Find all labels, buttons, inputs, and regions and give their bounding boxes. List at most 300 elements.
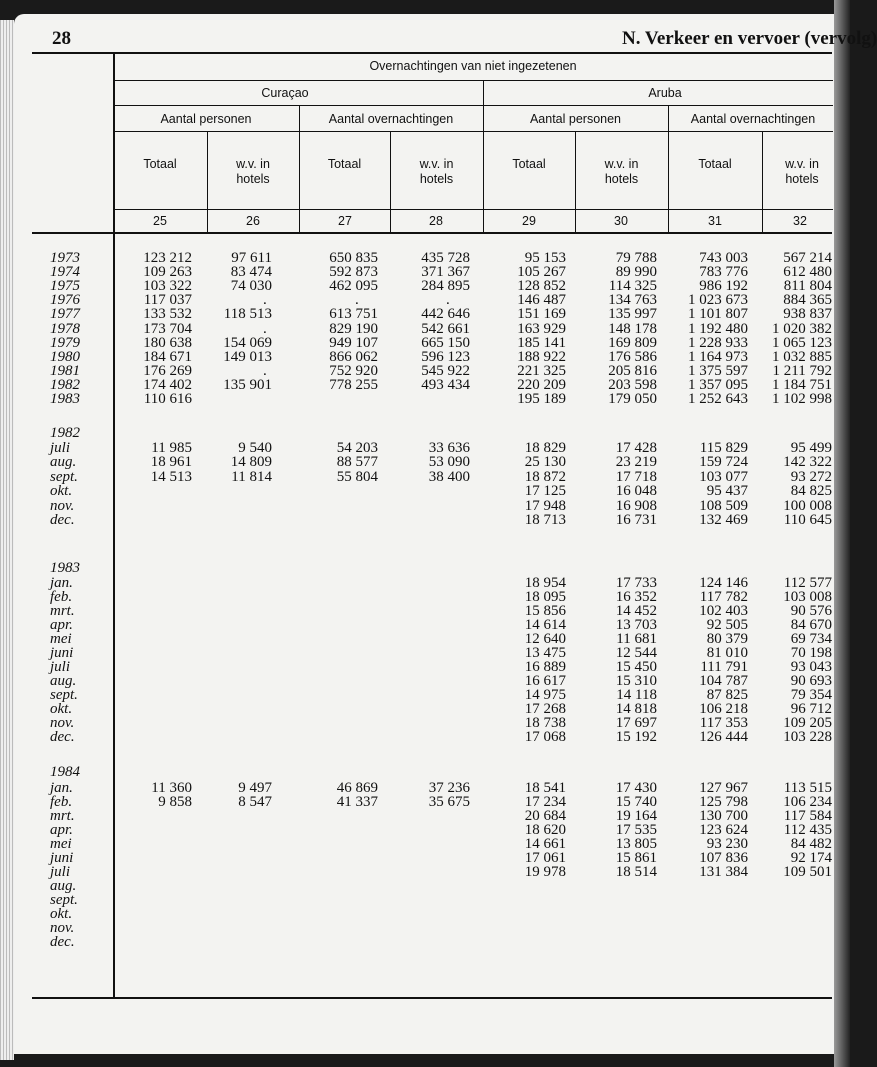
header-rule <box>113 80 833 81</box>
cell-value: 1 102 998 <box>772 391 832 407</box>
header-aantal-overnachtingen: Aantal overnachtingen <box>690 112 816 126</box>
cell-value: 18 954 <box>524 575 566 591</box>
table-top-rule <box>32 52 832 54</box>
cell-value: 113 515 <box>783 780 832 796</box>
cell-value: . <box>263 320 267 337</box>
cell-value: 130 700 <box>699 808 748 824</box>
column-number: 31 <box>708 214 722 228</box>
cell-value: 102 403 <box>699 603 748 619</box>
table-row <box>0 251 850 265</box>
period-heading: 1982 <box>50 425 80 441</box>
cell-value: 118 513 <box>223 306 272 323</box>
cell-value: 142 322 <box>783 454 832 471</box>
cell-value: 11 681 <box>616 631 657 647</box>
row-label: juni <box>50 850 74 866</box>
row-label: 1977 <box>50 306 80 323</box>
cell-value: 18 095 <box>524 589 566 605</box>
cell-value: 9 540 <box>238 440 272 456</box>
section-heading-row <box>0 426 850 440</box>
period-heading: 1984 <box>50 764 80 780</box>
cell-value: 16 617 <box>524 673 566 689</box>
header-aantal-overnachtingen: Aantal overnachtingen <box>328 112 454 126</box>
row-label: nov. <box>50 715 75 731</box>
cell-value: 104 787 <box>699 673 748 689</box>
cell-value: 107 836 <box>699 850 748 866</box>
row-label: mei <box>50 631 72 647</box>
cell-value: 88 577 <box>336 454 378 471</box>
cell-value: 95 153 <box>524 250 566 266</box>
cell-value: 1 020 382 <box>772 320 832 337</box>
cell-value: 123 624 <box>699 822 748 838</box>
cell-value: 743 003 <box>699 250 748 266</box>
column-number: 30 <box>614 214 628 228</box>
row-label: jan. <box>50 575 73 591</box>
cell-value: 462 095 <box>329 278 378 295</box>
row-label: okt. <box>50 701 73 717</box>
cell-value: 84 670 <box>790 617 832 633</box>
table-row <box>0 809 850 823</box>
row-label: 1978 <box>50 320 80 337</box>
row-label: 1982 <box>50 376 80 393</box>
cell-value: 17 125 <box>524 483 566 500</box>
cell-value: 95 499 <box>790 440 832 456</box>
cell-value: 17 535 <box>615 822 657 838</box>
row-label: juli <box>50 864 71 880</box>
cell-value: 110 645 <box>783 512 832 528</box>
cell-value: 1 184 751 <box>772 376 832 393</box>
cell-value: 69 734 <box>790 631 832 647</box>
cell-value: 176 269 <box>143 362 192 379</box>
row-label: 1979 <box>50 334 80 351</box>
cell-value: 112 577 <box>783 575 832 591</box>
cell-value: 1 023 673 <box>688 292 748 309</box>
table-row <box>0 590 850 604</box>
cell-value: 17 718 <box>615 468 657 485</box>
table-row <box>0 879 850 893</box>
cell-value: 19 164 <box>615 808 657 824</box>
row-label: nov. <box>50 497 75 514</box>
table-row <box>0 716 850 730</box>
row-label: aug. <box>50 673 77 689</box>
cell-value: 1 164 973 <box>688 348 748 365</box>
header-totaal: Totaal <box>327 157 362 171</box>
cell-value: 14 818 <box>615 701 657 717</box>
cell-value: 613 751 <box>329 306 378 323</box>
cell-value: 115 829 <box>699 440 748 456</box>
cell-value: 986 192 <box>699 278 748 295</box>
row-label: okt. <box>50 483 73 500</box>
table-row <box>0 350 850 364</box>
table-row <box>0 499 850 513</box>
row-label: feb. <box>50 794 73 810</box>
cell-value: 135 901 <box>223 376 272 393</box>
cell-value: 14 809 <box>230 454 272 471</box>
row-label: sept. <box>50 687 78 703</box>
cell-value: 110 616 <box>143 391 192 407</box>
cell-value: 79 354 <box>790 687 832 703</box>
cell-value: 442 646 <box>421 306 470 323</box>
cell-value: 11 360 <box>151 780 192 796</box>
cell-value: . <box>446 292 450 309</box>
cell-value: 1 065 123 <box>772 334 832 351</box>
row-label: 1976 <box>50 292 80 309</box>
cell-value: 92 174 <box>790 850 832 866</box>
cell-value: 188 922 <box>517 348 566 365</box>
cell-value: 811 804 <box>783 278 832 295</box>
cell-value: 90 693 <box>790 673 832 689</box>
cell-value: 117 037 <box>143 292 192 309</box>
cell-value: 14 661 <box>524 836 566 852</box>
row-label: juni <box>50 645 74 661</box>
cell-value: 149 013 <box>223 348 272 365</box>
row-label: sept. <box>50 892 78 908</box>
cell-value: 84 482 <box>790 836 832 852</box>
row-label: dec. <box>50 934 75 950</box>
cell-value: 195 189 <box>517 391 566 407</box>
cell-value: 79 788 <box>615 250 657 266</box>
cell-value: 87 825 <box>706 687 748 703</box>
table-row <box>0 293 850 307</box>
cell-value: 13 703 <box>615 617 657 633</box>
cell-value: 650 835 <box>329 250 378 266</box>
row-label: mrt. <box>50 603 75 619</box>
table-row <box>0 618 850 632</box>
table-row <box>0 576 850 590</box>
cell-value: 74 030 <box>230 278 272 295</box>
row-label: 1983 <box>50 391 80 407</box>
cell-value: 13 805 <box>615 836 657 852</box>
header-wv-in-hotels: w.v. in hotels <box>785 157 819 186</box>
cell-value: 163 929 <box>517 320 566 337</box>
page-number: 28 <box>52 28 71 49</box>
section-heading-row <box>0 765 850 779</box>
cell-value: 17 430 <box>615 780 657 796</box>
header-main: Overnachtingen van niet ingezetenen <box>369 59 577 73</box>
table-row <box>0 823 850 837</box>
table-row <box>0 378 850 392</box>
cell-value: 14 975 <box>524 687 566 703</box>
cell-value: 221 325 <box>517 362 566 379</box>
cell-value: 18 713 <box>524 512 566 528</box>
table-row <box>0 322 850 336</box>
table-row <box>0 921 850 935</box>
table-row <box>0 893 850 907</box>
column-divider <box>483 80 484 232</box>
cell-value: 1 192 480 <box>688 320 748 337</box>
cell-value: 612 480 <box>783 264 832 281</box>
cell-value: 106 234 <box>783 794 832 810</box>
cell-value: 95 437 <box>706 483 748 500</box>
header-wv-in-hotels: w.v. in hotels <box>419 157 454 186</box>
cell-value: 17 948 <box>524 497 566 514</box>
cell-value: 103 322 <box>143 278 192 295</box>
cell-value: 14 513 <box>150 468 192 485</box>
row-label: feb. <box>50 589 73 605</box>
row-label: apr. <box>50 822 73 838</box>
row-label: sept. <box>50 468 78 485</box>
cell-value: 752 920 <box>329 362 378 379</box>
cell-value: 783 776 <box>699 264 748 281</box>
table-row <box>0 865 850 879</box>
section-heading-row <box>0 561 850 575</box>
cell-value: 17 428 <box>615 440 657 456</box>
cell-value: 159 724 <box>699 454 748 471</box>
cell-value: 1 375 597 <box>688 362 748 379</box>
cell-value: 37 236 <box>428 780 470 796</box>
row-label: juli <box>50 659 71 675</box>
table-row <box>0 674 850 688</box>
cell-value: 133 532 <box>143 306 192 323</box>
row-label: 1981 <box>50 362 80 379</box>
cell-value: 15 856 <box>524 603 566 619</box>
cell-value: 592 873 <box>329 264 378 281</box>
cell-value: 884 365 <box>783 292 832 309</box>
cell-value: 20 684 <box>524 808 566 824</box>
cell-value: 154 069 <box>223 334 272 351</box>
cell-value: 126 444 <box>699 729 748 745</box>
cell-value: 117 782 <box>699 589 748 605</box>
table-row <box>0 513 850 527</box>
cell-value: 109 501 <box>783 864 832 880</box>
cell-value: 41 337 <box>336 794 378 810</box>
table-row <box>0 702 850 716</box>
cell-value: 176 586 <box>608 348 657 365</box>
cell-value: 949 107 <box>329 334 378 351</box>
cell-value: 23 219 <box>615 454 657 471</box>
cell-value: 146 487 <box>517 292 566 309</box>
cell-value: 1 252 643 <box>688 391 748 407</box>
table-row <box>0 336 850 350</box>
header-bottom-rule <box>32 232 832 234</box>
table-row <box>0 795 850 809</box>
cell-value: 284 895 <box>421 278 470 295</box>
cell-value: 17 268 <box>524 701 566 717</box>
header-aantal-personen: Aantal personen <box>160 112 252 126</box>
cell-value: 169 809 <box>608 334 657 351</box>
cell-value: 90 576 <box>790 603 832 619</box>
cell-value: 8 547 <box>238 794 272 810</box>
header-rule <box>113 105 833 106</box>
header-wv-in-hotels: w.v. in hotels <box>604 157 639 186</box>
cell-value: 114 325 <box>608 278 657 295</box>
cell-value: 124 146 <box>699 575 748 591</box>
cell-value: 829 190 <box>329 320 378 337</box>
cell-value: . <box>355 292 359 309</box>
cell-value: 15 861 <box>615 850 657 866</box>
cell-value: 220 209 <box>517 376 566 393</box>
cell-value: 14 614 <box>524 617 566 633</box>
cell-value: 665 150 <box>421 334 470 351</box>
cell-value: 151 169 <box>517 306 566 323</box>
cell-value: 80 379 <box>706 631 748 647</box>
cell-value: 17 733 <box>615 575 657 591</box>
cell-value: 11 985 <box>151 440 192 456</box>
table-row <box>0 646 850 660</box>
cell-value: 54 203 <box>336 440 378 456</box>
cell-value: 16 731 <box>615 512 657 528</box>
cell-value: 15 450 <box>615 659 657 675</box>
cell-value: 1 228 933 <box>688 334 748 351</box>
cell-value: 174 402 <box>143 376 192 393</box>
row-label: aug. <box>50 878 77 894</box>
row-label: aug. <box>50 454 77 471</box>
cell-value: 89 990 <box>615 264 657 281</box>
cell-value: 15 740 <box>615 794 657 810</box>
cell-value: 1 101 807 <box>688 306 748 323</box>
cell-value: 16 908 <box>615 497 657 514</box>
table-row <box>0 851 850 865</box>
cell-value: 33 636 <box>428 440 470 456</box>
row-label: apr. <box>50 617 73 633</box>
cell-value: 435 728 <box>421 250 470 266</box>
cell-value: 9 858 <box>158 794 192 810</box>
column-number: 27 <box>338 214 352 228</box>
header-totaal: Totaal <box>512 157 546 171</box>
cell-value: 46 869 <box>336 780 378 796</box>
table-bottom-rule <box>32 997 832 999</box>
cell-value: 16 048 <box>615 483 657 500</box>
header-totaal: Totaal <box>143 157 177 171</box>
cell-value: 596 123 <box>421 348 470 365</box>
cell-value: 15 310 <box>615 673 657 689</box>
cell-value: 117 584 <box>783 808 832 824</box>
cell-value: 135 997 <box>608 306 657 323</box>
row-label: 1975 <box>50 278 80 295</box>
cell-value: 106 218 <box>699 701 748 717</box>
cell-value: 180 638 <box>143 334 192 351</box>
cell-value: 1 357 095 <box>688 376 748 393</box>
cell-value: 1 032 885 <box>772 348 832 365</box>
cell-value: 203 598 <box>608 376 657 393</box>
cell-value: 84 825 <box>790 483 832 500</box>
table-row <box>0 392 850 406</box>
cell-value: 103 228 <box>783 729 832 745</box>
cell-value: 18 872 <box>524 468 566 485</box>
row-label: nov. <box>50 920 75 936</box>
cell-value: 35 675 <box>428 794 470 810</box>
cell-value: 97 611 <box>231 250 272 266</box>
column-number: 29 <box>522 214 536 228</box>
row-label: okt. <box>50 906 73 922</box>
row-label: mei <box>50 836 72 852</box>
cell-value: 25 130 <box>524 454 566 471</box>
cell-value: 105 267 <box>517 264 566 281</box>
cell-value: 111 791 <box>700 659 748 675</box>
cell-value: 93 272 <box>790 468 832 485</box>
cell-value: 100 008 <box>783 497 832 514</box>
table-row <box>0 307 850 321</box>
table-row <box>0 935 850 949</box>
column-number: 32 <box>793 214 807 228</box>
cell-value: 14 118 <box>616 687 657 703</box>
table-row <box>0 730 850 744</box>
cell-value: 38 400 <box>428 468 470 485</box>
cell-value: 103 077 <box>699 468 748 485</box>
header-rule <box>113 131 833 132</box>
cell-value: 117 353 <box>699 715 748 731</box>
table-row <box>0 364 850 378</box>
cell-value: 103 008 <box>783 589 832 605</box>
cell-value: . <box>263 362 267 379</box>
cell-value: 16 889 <box>524 659 566 675</box>
header-rule <box>113 209 833 210</box>
period-heading: 1983 <box>50 560 80 576</box>
cell-value: 128 852 <box>517 278 566 295</box>
cell-value: 866 062 <box>329 348 378 365</box>
cell-value: 18 620 <box>524 822 566 838</box>
row-label: 1980 <box>50 348 80 365</box>
cell-value: 93 230 <box>706 836 748 852</box>
cell-value: 17 234 <box>524 794 566 810</box>
cell-value: 17 061 <box>524 850 566 866</box>
cell-value: 125 798 <box>699 794 748 810</box>
cell-value: 17 068 <box>524 729 566 745</box>
cell-value: 1 211 792 <box>772 362 832 379</box>
cell-value: 173 704 <box>143 320 192 337</box>
cell-value: 16 352 <box>615 589 657 605</box>
cell-value: 81 010 <box>706 645 748 661</box>
cell-value: 19 978 <box>524 864 566 880</box>
cell-value: 9 497 <box>238 780 272 796</box>
cell-value: 148 178 <box>608 320 657 337</box>
cell-value: 179 050 <box>608 391 657 407</box>
cell-value: 11 814 <box>231 468 272 485</box>
column-number: 28 <box>429 214 443 228</box>
cell-value: 184 671 <box>143 348 192 365</box>
cell-value: 96 712 <box>790 701 832 717</box>
cell-value: 93 043 <box>790 659 832 675</box>
cell-value: 109 263 <box>143 264 192 281</box>
header-totaal: Totaal <box>698 157 732 171</box>
cell-value: 12 640 <box>524 631 566 647</box>
cell-value: 18 738 <box>524 715 566 731</box>
row-label: 1974 <box>50 264 80 281</box>
cell-value: 53 090 <box>428 454 470 471</box>
header-aantal-personen: Aantal personen <box>529 112 622 126</box>
cell-value: 545 922 <box>421 362 470 379</box>
table-row <box>0 455 850 469</box>
cell-value: 83 474 <box>230 264 272 281</box>
cell-value: 18 829 <box>524 440 566 456</box>
row-label: dec. <box>50 512 75 528</box>
row-label: mrt. <box>50 808 75 824</box>
cell-value: 371 367 <box>421 264 470 281</box>
cell-value: 567 214 <box>783 250 832 266</box>
header-curacao: Curaçao <box>261 86 309 100</box>
table-row <box>0 604 850 618</box>
cell-value: 542 661 <box>421 320 470 337</box>
table-row <box>0 837 850 851</box>
cell-value: 131 384 <box>699 864 748 880</box>
cell-value: 134 763 <box>608 292 657 309</box>
table-row <box>0 441 850 455</box>
cell-value: 18 961 <box>150 454 192 471</box>
cell-value: 127 967 <box>699 780 748 796</box>
column-number: 25 <box>153 214 167 228</box>
cell-value: 70 198 <box>790 645 832 661</box>
row-label: 1973 <box>50 250 80 266</box>
cell-value: 17 697 <box>615 715 657 731</box>
table-row <box>0 781 850 795</box>
cell-value: 778 255 <box>329 376 378 393</box>
cell-value: 18 541 <box>524 780 566 796</box>
column-number: 26 <box>246 214 260 228</box>
cell-value: 55 804 <box>336 468 378 485</box>
cell-value: 12 544 <box>615 645 657 661</box>
row-label: juli <box>50 440 71 456</box>
row-label: jan. <box>50 780 73 796</box>
section-title: N. Verkeer en vervoer (vervolg) <box>622 28 877 49</box>
